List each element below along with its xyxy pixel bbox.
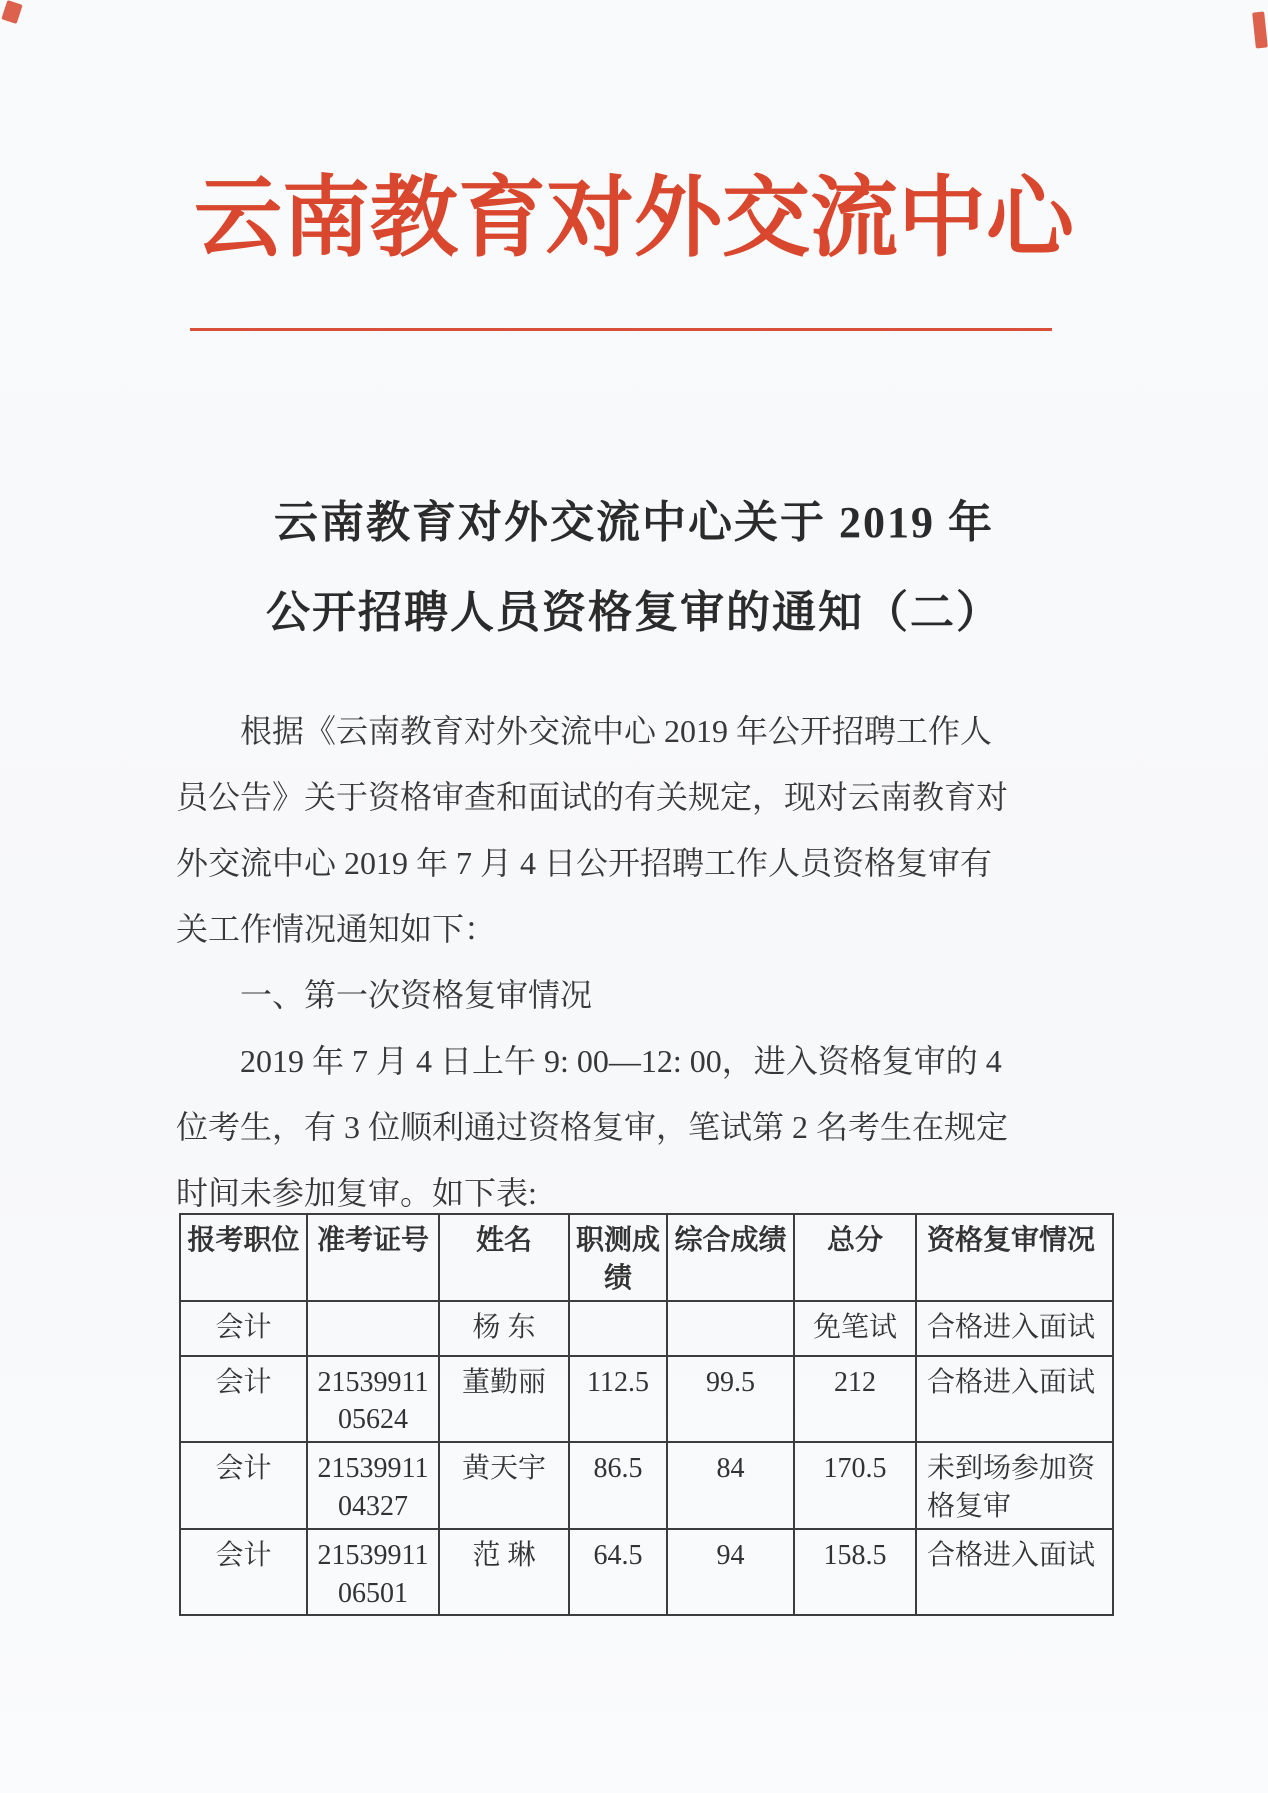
cell-position: 会计 xyxy=(180,1356,307,1443)
section-heading: 一、第一次资格复审情况 xyxy=(240,977,593,1013)
body-line-6: 2019 年 7 月 4 日上午 9: 00—12: 00，进入资格复审的 4 xyxy=(240,1043,1002,1079)
body-line-4: 关工作情况通知如下： xyxy=(176,911,497,947)
cell-name: 董勤丽 xyxy=(439,1356,569,1443)
cell-position: 会计 xyxy=(180,1442,307,1529)
cell-ticket-number: 21539911 05624 xyxy=(307,1356,439,1443)
cell-total-score: 212 xyxy=(794,1356,916,1443)
cell-comprehensive-score xyxy=(667,1301,794,1356)
cell-review-status: 合格进入面试 xyxy=(916,1356,1113,1443)
header-comprehensive-score: 综合成绩 xyxy=(667,1214,794,1301)
cell-aptitude-score: 86.5 xyxy=(569,1442,667,1529)
cell-review-status: 未到场参加资格复审 xyxy=(916,1442,1113,1529)
cell-comprehensive-score: 94 xyxy=(667,1529,794,1616)
table-row xyxy=(180,1356,1113,1443)
notice-title-line2: 公开招聘人员资格复审的通知（二） xyxy=(266,588,1002,637)
header-total-score: 总分 xyxy=(794,1214,916,1301)
table-row xyxy=(180,1442,1113,1529)
cell-name: 黄天宇 xyxy=(439,1442,569,1529)
header-review-status: 资格复审情况 xyxy=(916,1214,1113,1301)
notice-body xyxy=(176,698,1112,1226)
header-name: 姓名 xyxy=(439,1214,569,1301)
table-header-row xyxy=(180,1214,1113,1301)
header-ticket-number: 准考证号 xyxy=(307,1214,439,1301)
cell-review-status: 合格进入面试 xyxy=(916,1301,1113,1356)
cell-total-score: 170.5 xyxy=(794,1442,916,1529)
cell-ticket-number: 21539911 06501 xyxy=(307,1529,439,1616)
body-line-1: 根据《云南教育对外交流中心 2019 年公开招聘工作人 xyxy=(240,713,993,749)
cell-total-score: 158.5 xyxy=(794,1529,916,1616)
header-aptitude-score: 职测成绩 xyxy=(569,1214,667,1301)
cell-name: 杨 东 xyxy=(439,1301,569,1356)
cell-aptitude-score: 112.5 xyxy=(569,1356,667,1443)
cell-position: 会计 xyxy=(180,1529,307,1616)
cell-position: 会计 xyxy=(180,1301,307,1356)
cell-comprehensive-score: 84 xyxy=(667,1442,794,1529)
cell-ticket-number xyxy=(307,1301,439,1356)
body-line-7: 位考生，有 3 位顺利通过资格复审，笔试第 2 名考生在规定 xyxy=(176,1109,1009,1145)
cell-total-score: 免笔试 xyxy=(794,1301,916,1356)
cell-name: 范 琳 xyxy=(439,1529,569,1616)
body-line-8: 时间未参加复审。如下表: xyxy=(176,1175,537,1211)
cell-comprehensive-score: 99.5 xyxy=(667,1356,794,1443)
header-position: 报考职位 xyxy=(180,1214,307,1301)
body-line-2: 员公告》关于资格审查和面试的有关规定，现对云南教育对 xyxy=(176,779,1009,815)
scan-artifact-top-right xyxy=(1252,11,1268,48)
cell-ticket-number: 21539911 04327 xyxy=(307,1442,439,1529)
cell-aptitude-score xyxy=(569,1301,667,1356)
table-row xyxy=(180,1301,1113,1356)
body-line-3: 外交流中心 2019 年 7 月 4 日公开招聘工作人员资格复审有 xyxy=(176,845,993,881)
cell-review-status: 合格进入面试 xyxy=(916,1529,1113,1616)
notice-title-line1: 云南教育对外交流中心关于 2019 年 xyxy=(274,498,994,547)
review-result-table xyxy=(179,1213,1114,1616)
letterhead-title: 云南教育对外交流中心 xyxy=(193,171,1074,268)
scan-artifact-top-left xyxy=(1,0,22,24)
red-divider-line xyxy=(190,328,1052,331)
table-row xyxy=(180,1529,1113,1616)
cell-aptitude-score: 64.5 xyxy=(569,1529,667,1616)
